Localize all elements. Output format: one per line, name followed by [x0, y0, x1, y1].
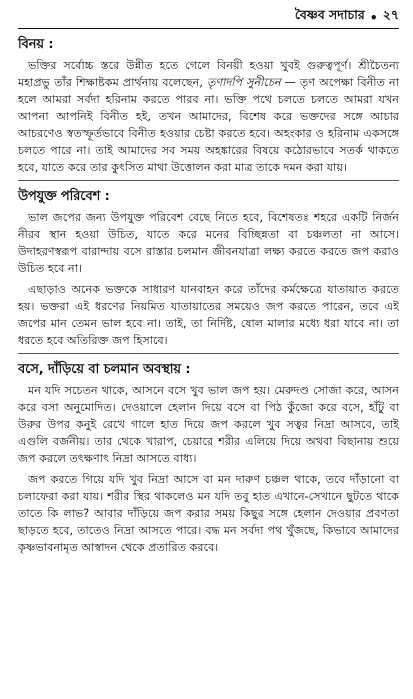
section-heading: বসে, দাঁড়িয়ে বা চলমান অবস্থায় :: [18, 362, 191, 377]
header-bullet: •: [369, 9, 378, 25]
running-title: বৈষ্ণব সদাচার: [294, 7, 365, 22]
paragraph: এছাড়াও অনেক ভক্তকে সাধারণ যানবাহন করে তাঁদের কর্মক্ষেত্রে যাতায়াত করতে হয়। ভক্তরা এই ধরণের নিয়মিত যাতায়াতের সময়েও জপ করতে পারেন, তবে এই জপের মান তেমন ভাল হবে না। তাই, তা নির্দিষ্ট, ষোল মালার মধ্যে ধরা যাবে না। তা ধরতে হবে অতিরিক্ত জপ হিসাবে।: [18, 283, 399, 347]
section-divider: [18, 180, 399, 181]
page-header: [18, 6, 399, 29]
section-posture: [18, 361, 399, 556]
paragraph: ভাল জপের জন্য উপযুক্ত পরিবেশ বেছে নিতে হবে, বিশেষতঃ শহরে একটি নির্জন নীরব স্থান হওয়া উচিত, যাতে করে মনের বিচ্ছিন্নতা বা চঞ্চলতা না আসে। উদাহরণস্বরূপ বারান্দায় বসে রাস্তার চলমান জীবনযাত্রা লক্ষ্য করতে করতে জপ করাও উচিত হবে না।: [18, 211, 399, 275]
section-humility: [18, 36, 399, 176]
paragraph: জপ করতে গিয়ে যদি খুব নিদ্রা আসে বা মন দারুণ চঞ্চল থাকে, তবে দাঁড়ানো বা চলাফেরা করা যায়। শরীর স্থির থাকলেও মন যদি তবু হাত এখানে-সেখানে ছুটতে থাকে তাতে কি লাভ? আবার দাঁড়িয়ে জপ করার সময় কিছুর সঙ্গে হেলান দেওয়ার প্রবণতা ছাড়তে হবে, তাতেও নিদ্রা আসতে পারে। বদ্ধ মন সর্বদা পথ খুঁজছে, কিভাবে আমাদের কৃষ্ণভাবনামৃত আস্বাদন থেকে প্রতারিত করবে।: [18, 473, 399, 554]
page-number: ২৭: [382, 7, 399, 22]
quoted-verse: তৃণাদপি সুনীচেন: [206, 76, 281, 89]
paragraph-text: — তৃণ অপেক্ষা বিনীত না হলে আমরা সর্বদা হরিনাম করতে পারব না। ভক্তি পথে চলতে চলতে আমরা যখন আপনা আপনিই বিনীত হই, তখন আমাদের, বিশেষ করে ভক্তদের সঙ্গে আচার আচরণেও স্বতস্ফূর্তভাবে বিনীত হওয়ার চেষ্টা করতে হবে। অহংকার ও হরিনাম একসঙ্গে চলতে পারে না। তাই আমাদের সব সময় অহঙ্কারের বিষয়ে কঠোরভাবে সতর্ক থাকতে হবে, যাতে করে তার কুৎসিত মাথা উত্তোলন করা মাত্র তাকে দমন করা যায়।: [18, 76, 399, 174]
section-heading: উপযুক্ত পরিবেশ :: [18, 189, 110, 204]
section-environment: [18, 188, 399, 349]
paragraph: [18, 57, 399, 176]
paragraph-text: ভক্তির সর্বোচ্চ স্তরে উন্নীত হতে গেলে বিনয়ী হওয়া খুবই গুরুত্বপূর্ণ। শ্রীচৈতন্য মহাপ্রভু তাঁর শিক্ষাষ্টকম প্রার্থনায় বলেছেন,: [18, 59, 399, 89]
paragraph: মন যদি সচেতন থাকে, আসনে বসে খুব ভাল জপ হয়। মেরুদণ্ড সোজা করে, আসন করে বসা অনুমোদিত। দেওয়ালে হেলান দিয়ে বসে বা পিঠ কুঁজো করে বসে, হাঁটু বা উরুর উপর কনুই রেখে গালে হাত দিয়ে জপ করলে খুব সত্বর নিদ্রা আসবে, তাই এগুলি বর্জনীয়। তার থেকে খারাপ, চেয়ারে শরীর এলিয়ে দিয়ে অথবা বিছানায় শুয়ে জপ করলে তৎক্ষণাৎ নিদ্রা আসতে বাধ্য।: [18, 384, 399, 465]
section-heading: বিনয় :: [18, 37, 54, 52]
section-divider: [18, 353, 399, 354]
